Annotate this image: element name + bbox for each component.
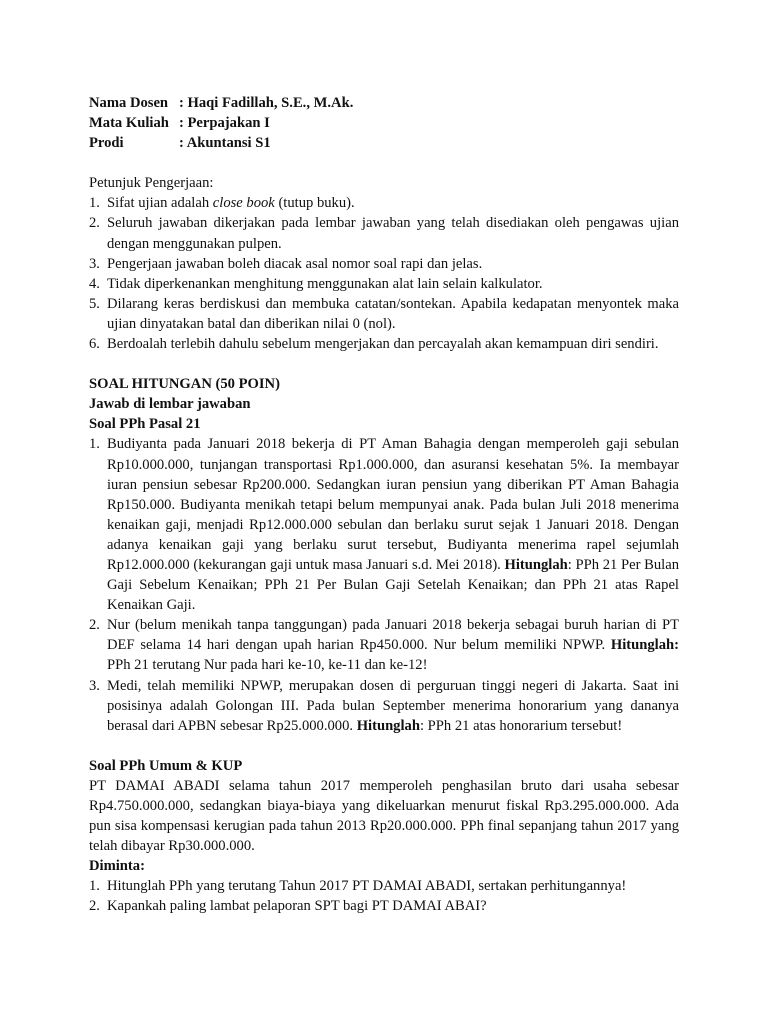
item-text: Berdoalah terlebih dahulu sebelum mengerjakan dan percayalah akan kemampuan diri sendiri. [107,336,659,353]
spacer [89,736,679,756]
item-text-bold: Hitunglah [504,556,568,573]
diminta-label: Diminta: [89,858,145,875]
hitungan-subtitle: Jawab di lembar jawaban [89,396,251,413]
instructions-section [89,173,679,354]
list-item [89,294,679,334]
item-number: 4. [89,275,100,292]
item-number: 2. [89,898,100,915]
item-text: (tutup buku). [274,195,355,212]
header-row-dosen [89,93,679,113]
item-text: Pengerjaan jawaban boleh diacak asal nomor soal rapi dan jelas. [107,255,483,272]
item-text: Budiyanta pada Januari 2018 bekerja di PT Aman Bahagia dengan memperoleh gaji sebulan Rp10.000.000, tunjangan transportasi Rp1.000.000, dan asuransi kesehatan 5%. Ia membayar iuran pensiun sebesar Rp200.000. Sedangkan iuran pensiun yang diberikan PT Aman Bahagia Rp150.000. Budiyanta menikah tetapi belum mempunyai anak. Pada bulan Juli 2018 menerima kenaikan gaji, menjadi Rp12.000.000 sebulan dan berlaku surut sejak 1 Januari 2018. Dengan adanya kenaikan gaji yang berlaku surut tersebut, Budiyanta menerima rapel sejumlah Rp12.000.000 (kekurangan gaji untuk masa Januari s.d. Mei 2018). [107,436,679,573]
item-text: Tidak diperkenankan menghitung menggunakan alat lain selain kalkulator. [107,275,543,292]
item-number: 1. [89,436,100,453]
instructions-list [89,193,679,354]
item-text-italic: close book [212,195,275,212]
header-key: Nama Dosen [89,95,169,111]
item-text: Nur (belum menikah tanpa tanggungan) pada Januari 2018 bekerja sebagai buruh harian di PT DEF selama 14 hari dengan upah harian Rp450.000. Nur belum memiliki NPWP. [107,617,679,654]
item-text-bold: Hitunglah [356,717,420,734]
question-item [89,434,679,615]
umum-paragraph: PT DAMAI ABADI selama tahun 2017 memperoleh penghasilan bruto dari usaha sebesar Rp4.750.000.000, sedangkan biaya-biaya yang dikeluarkan menurut fiskal Rp3.295.000.000. Ada pun sisa kompensasi kerugian pada tahun 2013 Rp20.000.000. PPh final sepanjang tahun 2017 yang telah dibayar Rp30.000.000. [89,777,679,855]
item-number: 1. [89,878,100,895]
item-number: 5. [89,295,100,312]
item-text: Sifat ujian adalah [107,195,213,212]
header-value: : Perpajakan I [179,115,270,132]
question-item [89,876,679,896]
question-item [89,896,679,916]
instructions-title: Petunjuk Pengerjaan: [89,175,214,192]
list-item [89,254,679,274]
item-text: PPh 21 terutang Nur pada hari ke-10, ke-11 dan ke-12! [107,657,428,674]
list-item [89,274,679,294]
spacer [89,153,679,173]
header-key: Prodi [89,135,124,152]
item-number: 2. [89,617,100,634]
umum-question-list [89,876,679,916]
spacer [89,354,679,374]
umum-section-title: Soal PPh Umum & KUP [89,757,243,774]
item-number: 3. [89,255,100,272]
list-item [89,213,679,253]
item-text-bold: Hitunglah: [610,637,679,654]
hitungan-section [89,374,679,736]
item-text: Dilarang keras berdiskusi dan membuka catatan/sontekan. Apabila kedapatan menyontek maka ujian dinyatakan batal dan diberikan nilai 0 (nol). [107,295,679,332]
item-text: : PPh 21 atas honorarium tersebut! [419,717,623,734]
exam-header [89,93,679,153]
item-number: 2. [89,215,100,232]
item-number: 6. [89,336,100,353]
header-key: Mata Kuliah [89,115,169,132]
pph21-question-list [89,434,679,735]
item-text: : PPh 21 Per Bulan Gaji Sebelum Kenaikan; PPh 21 Per Bulan Gaji Setelah Kenaikan; dan PPh 21 atas Rapel Kenaikan Gaji. [107,556,680,614]
item-text: Medi, telah memiliki NPWP, merupakan dosen di perguruan tinggi negeri di Jakarta. Saat ini posisinya adalah Golongan III. Pada bulan September menerima honorarium yang dananya berasal dari APBN sebesar Rp25.000.000. [107,677,679,734]
header-row-mata-kuliah [89,113,679,133]
item-number: 3. [89,677,100,694]
question-item [89,676,679,736]
hitungan-title: SOAL HITUNGAN (50 POIN) [89,376,280,393]
item-text: Hitunglah PPh yang terutang Tahun 2017 PT DAMAI ABADI, sertakan perhitungannya! [107,878,627,895]
pph21-section-title: Soal PPh Pasal 21 [89,416,201,433]
question-item [89,615,679,675]
document-content [89,93,679,917]
item-text: Seluruh jawaban dikerjakan pada lembar jawaban yang telah disediakan oleh pengawas ujian dengan menggunakan pulpen. [107,215,679,252]
umum-section [89,756,679,917]
header-value: : Akuntansi S1 [179,135,271,152]
list-item [89,334,679,354]
item-text: Kapankah paling lambat pelaporan SPT bagi PT DAMAI ABAI? [107,898,487,915]
header-row-prodi [89,133,679,153]
item-number: 1. [89,195,100,212]
list-item [89,193,679,213]
header-value: : Haqi Fadillah, S.E., M.Ak. [179,95,354,111]
